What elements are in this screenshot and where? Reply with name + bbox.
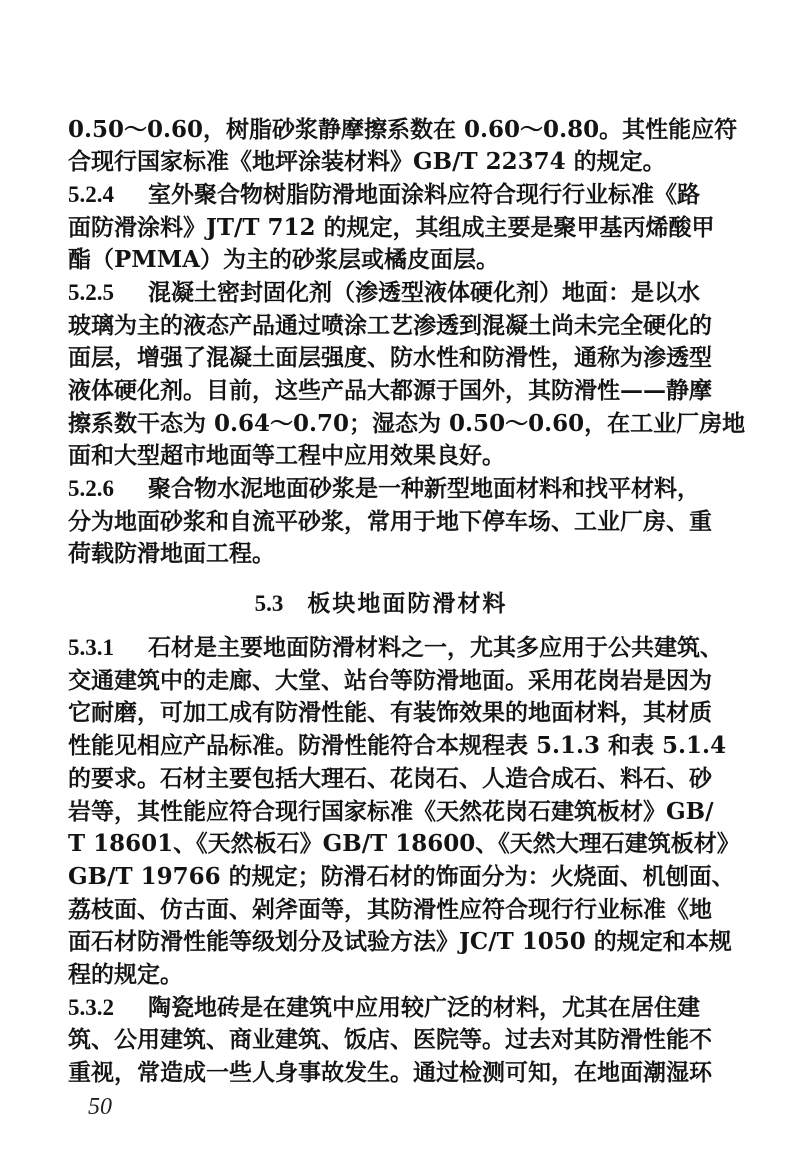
- text-line: 面和大型超市地面等工程中应用效果良好。: [68, 442, 505, 469]
- text-line: 重视，常造成一些人身事故发生。通过检测可知，在地面潮湿环: [68, 1059, 712, 1086]
- clause-number: 5.3.1: [68, 635, 114, 660]
- text-line: 性能见相应产品标准。防滑性能符合本规程表 5.1.3 和表 5.1.4: [68, 732, 727, 759]
- text-line: 擦系数干态为 0.64～0.70；湿态为 0.50～0.60，在工业厂房地: [68, 410, 746, 437]
- text-line: 合现行国家标准《地坪涂装材料》GB/T 22374 的规定。: [68, 148, 666, 175]
- clause-number: 5.2.4: [68, 182, 114, 207]
- section-number: 5.3: [254, 591, 284, 616]
- clause-text: 石材是主要地面防滑材料之一，尤其多应用于公共建筑、: [148, 634, 723, 661]
- clause-5-3-1-first-line: [68, 632, 723, 664]
- text-line: 程的规定。: [68, 961, 183, 988]
- text-line: 筑、公用建筑、商业建筑、饭店、医院等。过去对其防滑性能不: [68, 1026, 712, 1053]
- text-line: 岩等，其性能应符合现行国家标准《天然花岗石建筑板材》GB/: [68, 798, 714, 825]
- clause-text: 聚合物水泥地面砂浆是一种新型地面材料和找平材料，: [148, 475, 700, 502]
- text-line: 分为地面砂浆和自流平砂浆，常用于地下停车场、工业厂房、重: [68, 508, 712, 535]
- text-line: 的要求。石材主要包括大理石、花岗石、人造合成石、料石、砂: [68, 765, 712, 792]
- text-line: 交通建筑中的走廊、大堂、站台等防滑地面。采用花岗岩是因为: [68, 667, 712, 694]
- clause-number: 5.3.2: [68, 995, 114, 1020]
- page-number: 50: [88, 1094, 112, 1120]
- text-line: T 18601、《天然板石》GB/T 18600、《天然大理石建筑板材》: [68, 830, 740, 857]
- clause-5-2-6-first-line: [68, 473, 700, 505]
- clause-text: 陶瓷地砖是在建筑中应用较广泛的材料，尤其在居住建: [148, 994, 700, 1021]
- text-line: 面防滑涂料》JT/T 712 的规定，其组成主要是聚甲基丙烯酸甲: [68, 214, 715, 241]
- text-line: 0.50～0.60，树脂砂浆静摩擦系数在 0.60～0.80。其性能应符: [68, 116, 738, 143]
- text-line: 它耐磨，可加工成有防滑性能、有装饰效果的地面材料，其材质: [68, 699, 712, 726]
- text-line: 荔枝面、仿古面、剁斧面等，其防滑性应符合现行行业标准《地: [68, 896, 712, 923]
- clause-text: 混凝土密封固化剂（渗透型液体硬化剂）地面：是以水: [148, 279, 700, 306]
- text-line: 荷载防滑地面工程。: [68, 540, 275, 567]
- section-title: 板块地面防滑材料: [307, 591, 508, 617]
- text-line: 酯（PMMA）为主的砂浆层或橘皮面层。: [68, 246, 500, 273]
- text-line: 面石材防滑性能等级划分及试验方法》JC/T 1050 的规定和本规: [68, 928, 732, 955]
- clause-5-3-2-first-line: [68, 992, 700, 1024]
- text-line: 液体硬化剂。目前，这些产品大都源于国外，其防滑性——静摩: [68, 377, 712, 404]
- clause-5-2-4-first-line: [68, 179, 700, 211]
- text-line: GB/T 19766 的规定；防滑石材的饰面分为：火烧面、机刨面、: [68, 863, 735, 890]
- text-line: 玻璃为主的液态产品通过喷涂工艺渗透到混凝土尚未完全硬化的: [68, 312, 712, 339]
- clause-5-2-5-first-line: [68, 277, 700, 309]
- clause-number: 5.2.6: [68, 476, 114, 501]
- clause-text: 室外聚合物树脂防滑地面涂料应符合现行行业标准《路: [148, 181, 700, 208]
- text-line: 面层，增强了混凝土面层强度、防水性和防滑性，通称为渗透型: [68, 344, 712, 371]
- clause-number: 5.2.5: [68, 280, 114, 305]
- section-heading: [0, 588, 762, 620]
